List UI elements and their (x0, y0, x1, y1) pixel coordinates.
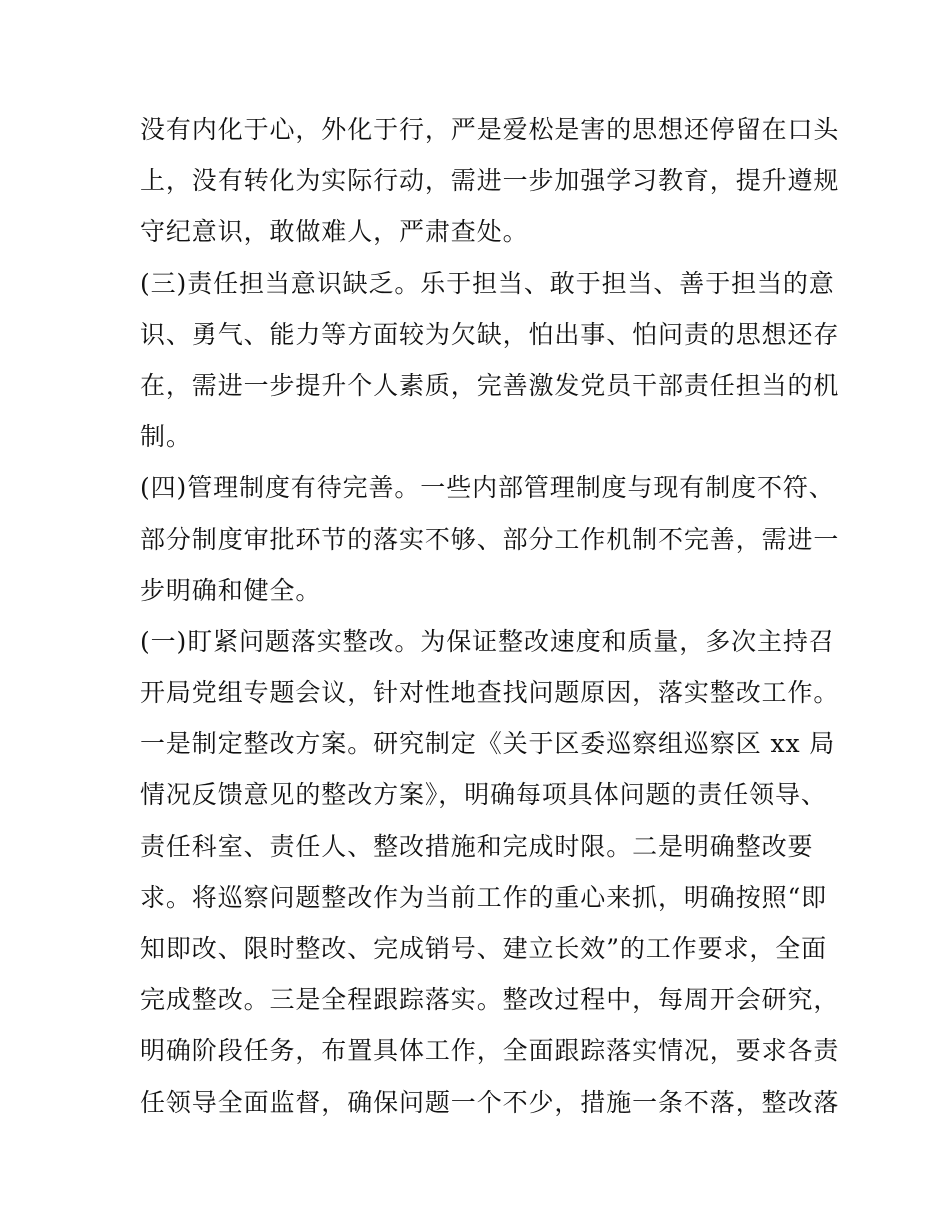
text-line: 上，没有转化为实际行动，需进一步加强学习教育，提升遵规 (140, 166, 840, 196)
text-line: (四)管理制度有待完善。一些内部管理制度与现有制度不符、 (140, 473, 835, 503)
text-line: (三)责任担当意识缺乏。乐于担当、敢于担当、善于担当的意 (140, 268, 835, 298)
body-text (140, 104, 840, 1128)
text-line: 在，需进一步提升个人素质，完善激发党员干部责任担当的机 (140, 370, 840, 400)
text-line: 任领导全面监督，确保问题一个不少，措施一条不落，整改落 (140, 1087, 840, 1117)
text-line: 求。将巡察问题整改作为当前工作的重心来抓，明确按照“即 (140, 882, 828, 912)
text-line: 情况反馈意见的整改方案》，明确每项具体问题的责任领导、 (140, 780, 827, 810)
text-line: 明确阶段任务，布置具体工作，全面跟踪落实情况，要求各责 (140, 1036, 840, 1066)
text-line: 守纪意识，敢做难人，严肃查处。 (140, 217, 529, 247)
text-line: 制。 (140, 422, 192, 452)
text-line: (一)盯紧问题落实整改。为保证整改速度和质量，多次主持召 (140, 626, 835, 656)
text-line: 识、勇气、能力等方面较为欠缺，怕出事、怕问责的思想还存 (140, 319, 840, 349)
text-line: 没有内化于心，外化于行，严是爱松是害的思想还停留在口头 (140, 115, 840, 144)
text-line: 完成整改。三是全程跟踪落实。整改过程中，每周开会研究， (140, 985, 840, 1015)
text-line: 部分制度审批环节的落实不够、部分工作机制不完善，需进一 (140, 524, 840, 554)
text-line: 开局党组专题会议，针对性地查找问题原因，落实整改工作。 (140, 678, 840, 708)
text-line: 知即改、限时整改、完成销号、建立长效”的工作要求，全面 (140, 934, 828, 963)
text-line: 步明确和健全。 (140, 575, 322, 605)
text-line: 一是制定整改方案。研究制定《关于区委巡察组巡察区 xx 局 (140, 729, 836, 759)
text-line: 责任科室、责任人、整改措施和完成时限。二是明确整改要 (140, 831, 814, 861)
